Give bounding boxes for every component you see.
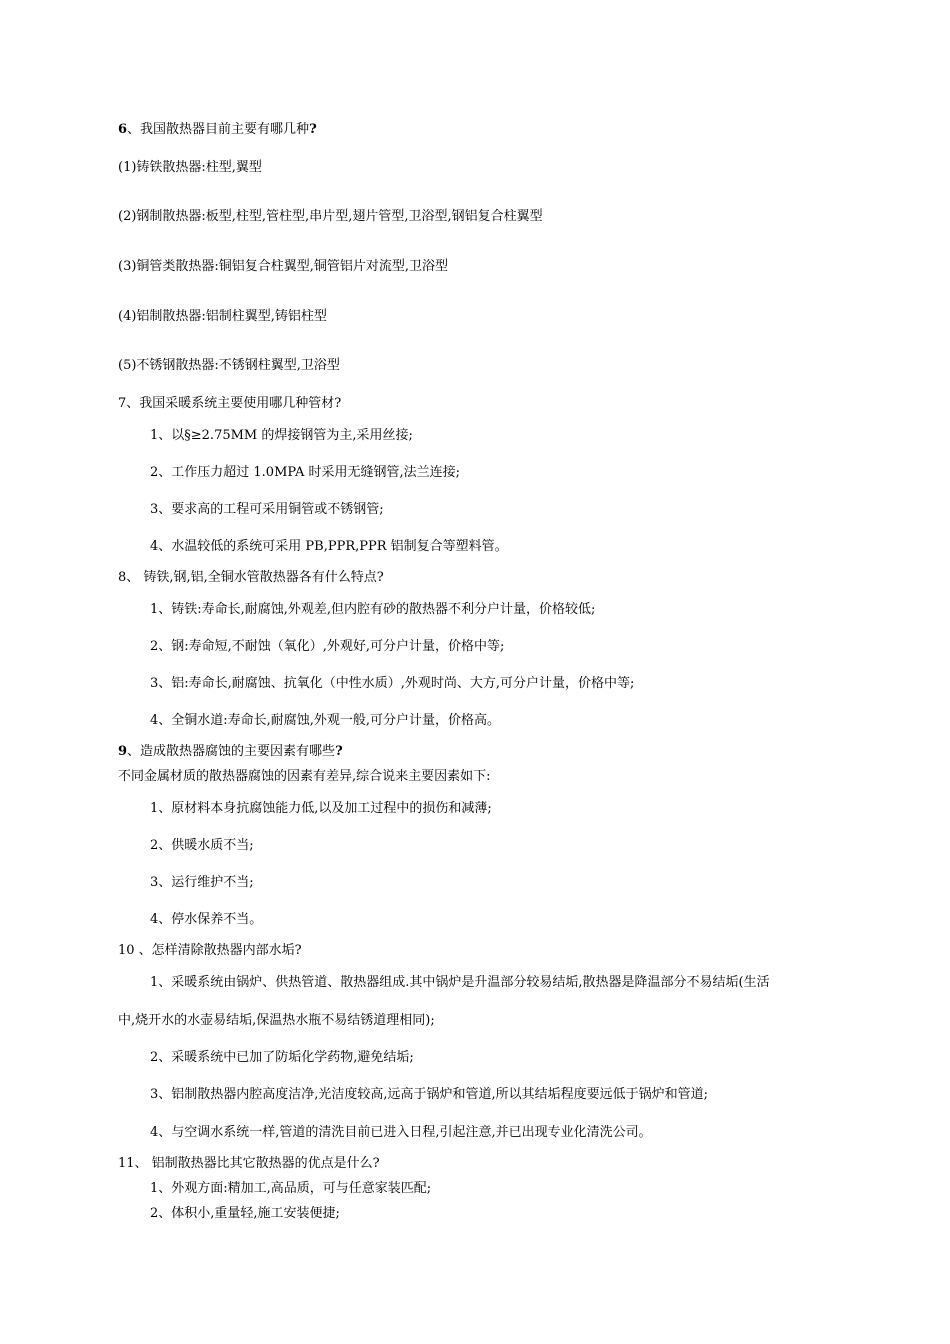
q11-item-1: 1、外观方面:精加工,高品质，可与任意家装匹配; [150,1181,432,1196]
q8-item-1: 1、铸铁:寿命长,耐腐蚀,外观差,但内腔有砂的散热器不利分户计量，价格较低; [150,602,596,617]
q8-item-4: 4、全铜水道:寿命长,耐腐蚀,外观一般,可分户计量，价格高。 [150,713,501,728]
q6-item-1: (1)铸铁散热器:柱型,翼型 [118,160,262,175]
q8-heading: 8、 铸铁,钢,铝,全铜水管散热器各有什么特点? [118,570,384,585]
q10-item-1-line-2: 中,烧开水的水壶易结垢,保温热水瓶不易结锈道理相同); [118,1013,435,1028]
q10-item-4: 4、与空调水系统一样,管道的清洗目前已进入日程,引起注意,并已出现专业化清洗公司。 [150,1125,652,1140]
q9-heading [118,744,343,760]
q10-item-1-line-1: 1、采暖系统由锅炉、供热管道、散热器组成.其中锅炉是升温部分较易结垢,散热器是降温部分不易结垢(生活 [150,975,770,990]
q6-heading [118,122,317,138]
q6-item-4: (4)铝制散热器:铝制柱翼型,铸铝柱型 [118,309,327,324]
q10-heading: 10 、怎样清除散热器内部水垢? [118,943,302,958]
q11-item-2: 2、体积小,重量轻,施工安装便捷; [150,1206,340,1221]
q6-item-2: (2)钢制散热器:板型,柱型,管柱型,串片型,翅片管型,卫浴型,钢铝复合柱翼型 [118,209,543,224]
q6-number: 6 [118,122,128,137]
q7-item-1: 1、以§≥2.75MM 的焊接钢管为主,采用丝接; [150,428,413,443]
q7-heading: 7、我国采暖系统主要使用哪几种管材? [118,396,342,411]
q9-item-3: 3、运行维护不当; [150,875,254,890]
q6-qmark: ? [309,122,317,137]
q9-item-1: 1、原材料本身抗腐蚀能力低,以及加工过程中的损伤和减薄; [150,801,492,816]
q6-title: 、我国散热器目前主要有哪几种 [127,122,310,137]
q8-item-3: 3、铝:寿命长,耐腐蚀、抗氧化（中性水质）,外观时尚、大方,可分户计量，价格中等; [150,676,635,691]
q9-item-4: 4、停水保养不当。 [150,912,263,927]
q7-item-3: 3、要求高的工程可采用铜管或不锈钢管; [150,502,384,517]
q8-item-2: 2、钢:寿命短,不耐蚀（氧化）,外观好,可分户计量，价格中等; [150,639,505,654]
q9-item-2: 2、供暖水质不当; [150,838,254,853]
q6-item-3: (3)铜管类散热器:铜铝复合柱翼型,铜管铝片对流型,卫浴型 [118,259,449,274]
q9-qmark: ? [335,744,343,759]
q9-number: 9 [118,744,128,759]
q11-heading: 11、 铝制散热器比其它散热器的优点是什么? [118,1156,380,1171]
q6-item-5: (5)不锈钢散热器:不锈钢柱翼型,卫浴型 [118,358,340,373]
q7-item-4: 4、水温较低的系统可采用 PB,PPR,PPR 铝制复合等塑料管。 [150,539,508,554]
q10-item-2: 2、采暖系统中已加了防垢化学药物,避免结垢; [150,1050,414,1065]
q10-item-3: 3、铝制散热器内腔高度洁净,光洁度较高,远高于锅炉和管道,所以其结垢程度要远低于锅炉和管道; [150,1087,709,1102]
q9-intro: 不同金属材质的散热器腐蚀的因素有差异,综合说来主要因素如下: [118,769,491,784]
q7-item-2: 2、工作压力超过 1.0MPA 时采用无缝钢管,法兰连接; [150,465,460,480]
q9-title: 、造成散热器腐蚀的主要因素有哪些 [127,744,336,759]
